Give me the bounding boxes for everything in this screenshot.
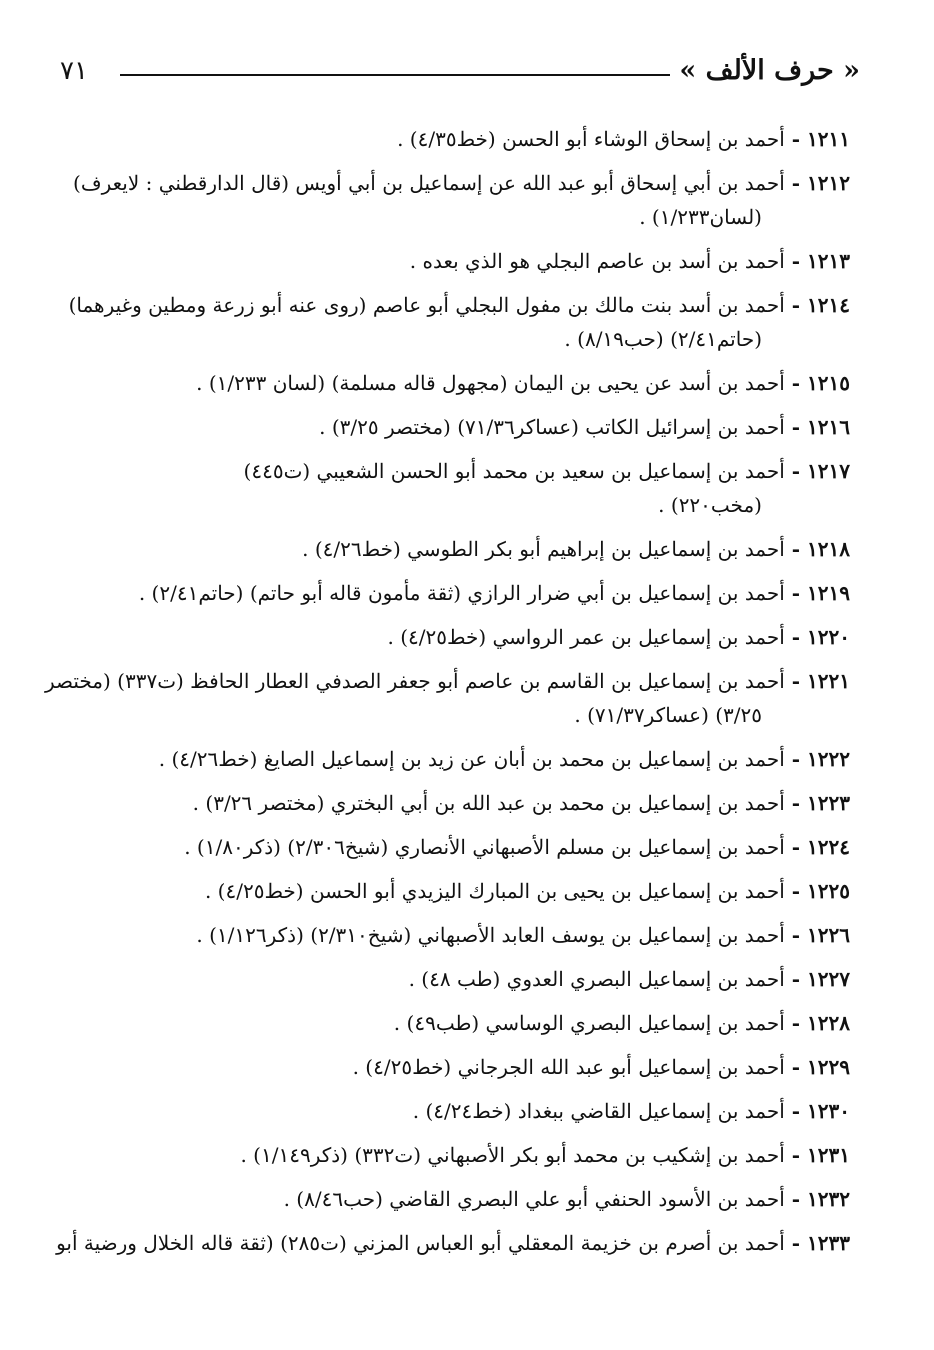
entry-item	[84, 366, 850, 400]
entry-text: أحمد بن إسماعيل بن سعيد بن محمد أبو الحسن الشعيبي (ت٤٤٥)	[243, 459, 785, 483]
entry-line	[84, 1138, 850, 1172]
entry-separator: -	[784, 581, 808, 605]
entry-continuation: (لسان١/٢٣٣) .	[639, 205, 762, 229]
entry-line	[84, 962, 850, 996]
entry-text: أحمد بن إسماعيل بن القاسم بن عاصم أبو جعفر الصدفي العطار الحافظ (ت٣٣٧) (مختصر	[44, 669, 785, 693]
entry-item	[56, 1226, 850, 1260]
entry-number: ١٢١٣	[807, 249, 850, 273]
entry-item	[84, 1050, 850, 1084]
entry-line	[84, 1050, 850, 1084]
entry-line	[84, 366, 850, 400]
entry-line	[84, 830, 850, 864]
entry-line	[73, 166, 850, 200]
entry-line	[84, 874, 850, 908]
entry-number: ١٢١٦	[807, 415, 850, 439]
entry-number: ١٢٣١	[807, 1143, 850, 1167]
entry-text: أحمد بن أبي إسحاق أبو عبد الله عن إسماعيل بن أبي أويس (قال الدارقطني : لايعرف)	[73, 171, 785, 195]
entry-separator: -	[784, 923, 808, 947]
entry-separator: -	[784, 1143, 808, 1167]
header-rule	[120, 74, 670, 76]
entry-text: أحمد بن إسماعيل بن محمد بن عبد الله بن أبي البختري (مختصر ٣/٢٦) .	[192, 791, 785, 815]
entry-item	[84, 532, 850, 566]
entry-separator: -	[784, 371, 808, 395]
entry-separator: -	[784, 967, 808, 991]
entry-separator: -	[784, 459, 808, 483]
entry-number: ١٢٢٣	[807, 791, 850, 815]
entry-line	[84, 1182, 850, 1216]
entry-separator: -	[784, 1055, 808, 1079]
entry-separator: -	[784, 1011, 808, 1035]
entry-number: ١٢١٥	[807, 371, 850, 395]
entry-text: أحمد بن إسماعيل بن عمر الرواسي (خط٤/٢٥) .	[387, 625, 785, 649]
entry-line	[84, 1006, 850, 1040]
entry-number: ١٢٣٢	[807, 1187, 850, 1211]
entry-item	[84, 962, 850, 996]
entry-text: أحمد بن أصرم بن خزيمة المعقلي أبو العباس المزني (ت٢٨٥) (ثقة قاله الخلال ورضية أبو	[56, 1231, 785, 1255]
entry-line	[84, 532, 850, 566]
entry-number: ١٢٢٩	[807, 1055, 850, 1079]
entry-text: أحمد بن إسرائيل الكاتب (عساكر٧١/٣٦) (مختصر ٣/٢٥) .	[319, 415, 785, 439]
entry-text: أحمد بن إسماعيل بن مسلم الأصبهاني الأنصاري (شيخ٢/٣٠٦) (ذكر١/٨٠) .	[184, 835, 785, 859]
entry-separator: -	[784, 625, 808, 649]
entry-item	[84, 122, 850, 156]
entry-separator: -	[784, 791, 808, 815]
entry-text: أحمد بن أسد بن عاصم البجلي هو الذي بعده .	[409, 249, 785, 273]
entry-number: ١٢١٢	[807, 171, 850, 195]
entry-text: أحمد بن إسماعيل بن يوسف العابد الأصبهاني (شيخ٢/٣١٠) (ذكر١/١٢٦) .	[196, 923, 785, 947]
entry-number: ١٢٢٤	[807, 835, 850, 859]
entry-text: أحمد بن إسماعيل القاضي ببغداد (خط٤/٢٤) .	[412, 1099, 785, 1123]
entry-number: ١٢٢٢	[807, 747, 850, 771]
entry-separator: -	[784, 171, 808, 195]
entry-item	[68, 288, 850, 356]
entry-item	[84, 620, 850, 654]
entry-text: أحمد بن الأسود الحنفي أبو علي البصري القاضي (حب٨/٤٦) .	[283, 1187, 785, 1211]
entry-line	[68, 288, 850, 322]
entry-number: ١٢١١	[807, 127, 850, 151]
entry-separator: -	[784, 1231, 808, 1255]
entry-text: أحمد بن إسماعيل أبو عبد الله الجرجاني (خط٤/٢٥) .	[352, 1055, 785, 1079]
page-header	[60, 52, 860, 98]
entry-number: ١٢١٩	[807, 581, 850, 605]
entry-list	[44, 122, 850, 1270]
entry-number: ١٢١٤	[807, 293, 850, 317]
entry-number: ١٢٣٠	[807, 1099, 850, 1123]
entry-line	[84, 410, 850, 444]
entry-line	[84, 576, 850, 610]
entry-text: أحمد بن إسماعيل بن يحيى بن المبارك اليزيدي أبو الحسن (خط٤/٢٥) .	[204, 879, 785, 903]
entry-text: أحمد بن أسد بنت مالك بن مفول البجلي أبو عاصم (روى عنه أبو زرعة ومطين وغيرهما)	[68, 293, 785, 317]
entry-separator: -	[784, 127, 808, 151]
entry-line	[84, 786, 850, 820]
entry-separator: -	[784, 1099, 808, 1123]
entry-separator: -	[784, 415, 808, 439]
entry-item	[84, 1094, 850, 1128]
entry-item	[84, 1006, 850, 1040]
entry-separator: -	[784, 1187, 808, 1211]
entry-line	[44, 664, 850, 698]
entry-text: أحمد بن أسد عن يحيى بن اليمان (مجهول قاله مسلمة) (لسان ١/٢٣٣) .	[196, 371, 785, 395]
entry-number: ١٢٢١	[807, 669, 850, 693]
entry-line	[84, 1094, 850, 1128]
entry-separator: -	[784, 879, 808, 903]
entry-number: ١٢٢٧	[807, 967, 850, 991]
entry-line	[84, 742, 850, 776]
entry-number: ١٢١٧	[807, 459, 850, 483]
entry-continuation: (حاتم٢/٤١) (حب٨/١٩) .	[564, 327, 762, 351]
entry-item	[84, 244, 850, 278]
entry-item	[84, 918, 850, 952]
entry-item	[44, 664, 850, 732]
entry-item	[84, 576, 850, 610]
entry-separator: -	[784, 537, 808, 561]
entry-item	[84, 830, 850, 864]
entry-line	[84, 620, 850, 654]
entry-separator: -	[784, 293, 808, 317]
entry-line	[84, 454, 850, 488]
entry-line	[84, 244, 850, 278]
entry-line	[56, 1226, 850, 1260]
entry-text: أحمد بن إسماعيل البصري العدوي (طب ٤٨) .	[408, 967, 785, 991]
entry-separator: -	[784, 747, 808, 771]
entry-number: ١٢٢٥	[807, 879, 850, 903]
entry-continuation: (مخب٢٢٠) .	[658, 493, 762, 517]
entry-line	[84, 122, 850, 156]
entry-number: ١٢١٨	[807, 537, 850, 561]
entry-number: ١٢٢٦	[807, 923, 850, 947]
entry-separator: -	[784, 669, 808, 693]
page-number: ٧١	[60, 56, 88, 86]
entry-item	[73, 166, 850, 234]
entry-line	[84, 918, 850, 952]
entry-item	[84, 454, 850, 522]
entry-item	[84, 410, 850, 444]
entry-item	[84, 1182, 850, 1216]
entry-number: ١٢٢٨	[807, 1011, 850, 1035]
entry-separator: -	[784, 249, 808, 273]
entry-number: ١٢٢٠	[807, 625, 850, 649]
entry-text: أحمد بن إسماعيل بن محمد بن أبان عن زيد بن إسماعيل الصايغ (خط٤/٢٦) .	[158, 747, 785, 771]
entry-number: ١٢٣٣	[807, 1231, 850, 1255]
chapter-title: « حرف الألف »	[679, 55, 860, 86]
entry-text: أحمد بن إسماعيل بن إبراهيم أبو بكر الطوسي (خط٤/٢٦) .	[302, 537, 785, 561]
entry-separator: -	[784, 835, 808, 859]
entry-text: أحمد بن إسماعيل بن أبي ضرار الرازي (ثقة مأمون قاله أبو حاتم) (حاتم٢/٤١) .	[138, 581, 785, 605]
entry-item	[84, 1138, 850, 1172]
entry-text: أحمد بن إسماعيل البصري الوساسي (طب٤٩) .	[393, 1011, 785, 1035]
entry-text: أحمد بن إشكيب بن محمد أبو بكر الأصبهاني (ت٣٣٢) (ذكر١/١٤٩) .	[240, 1143, 785, 1167]
entry-text: أحمد بن إسحاق الوشاء أبو الحسن (خط٤/٣٥) .	[397, 127, 785, 151]
entry-item	[84, 874, 850, 908]
entry-item	[84, 786, 850, 820]
entry-continuation: ٣/٢٥) (عساكر٧١/٣٧) .	[574, 703, 762, 727]
entry-item	[84, 742, 850, 776]
